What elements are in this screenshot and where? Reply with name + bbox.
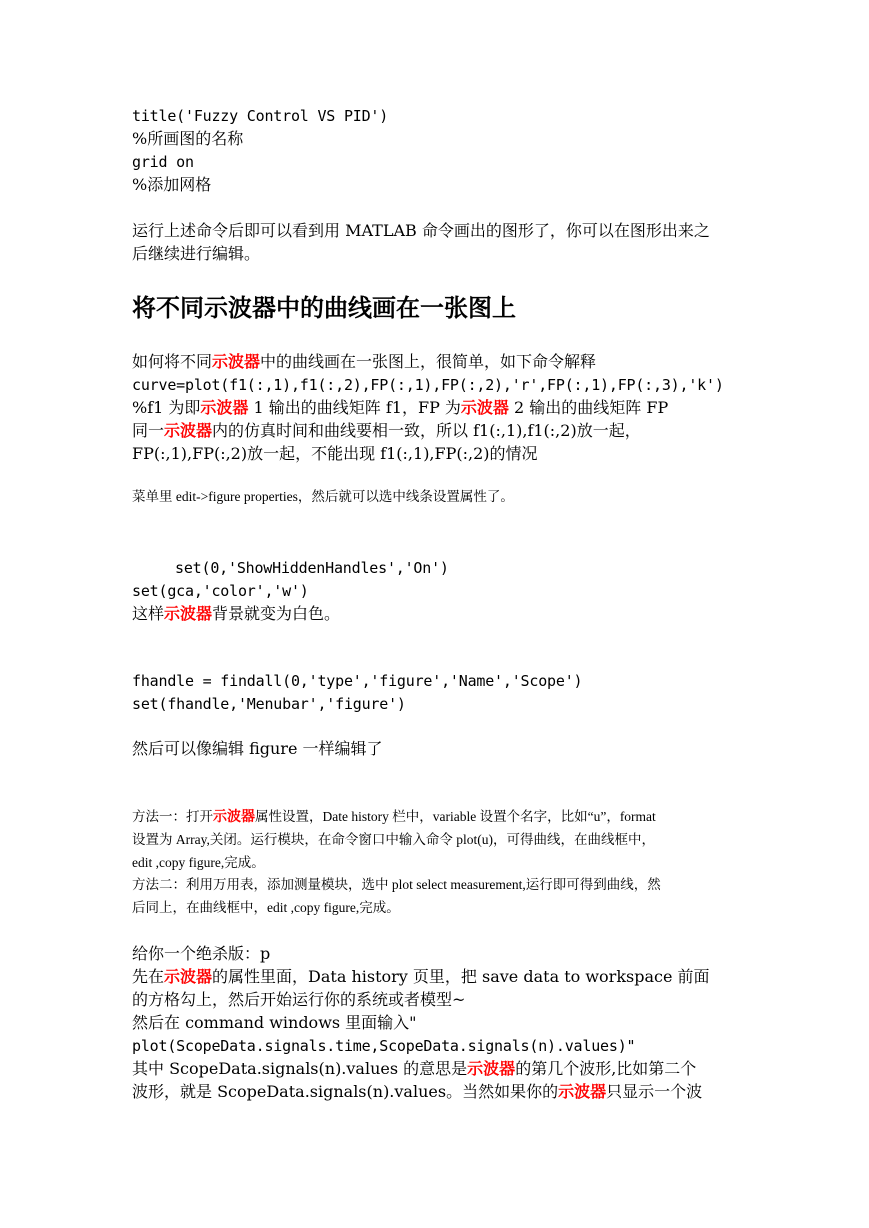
p2-line-2: 先在示波器的属性里面，Data history 页里，把 save data to workspace 前面: [132, 967, 710, 986]
intro-line-2: 后继续进行编辑。: [132, 244, 261, 263]
method2-line-2: 后同上，在曲线框中，edit ,copy figure,完成。: [132, 900, 400, 915]
keyword-highlight: 示波器: [467, 1059, 516, 1078]
method1-line-3: edit ,copy figure,完成。: [132, 855, 265, 870]
keyword-highlight: 示波器: [213, 809, 255, 825]
set-line-1: set(0,'ShowHiddenHandles','On'): [175, 559, 449, 577]
keyword-highlight: 示波器: [460, 398, 509, 417]
set-line-2: set(gca,'color','w'): [132, 582, 309, 600]
p1-line-1: 如何将不同示波器中的曲线画在一张图上，很简单，如下命令解释: [132, 352, 597, 371]
p1-line-3: %f1 为即示波器 1 输出的曲线矩阵 f1，FP 为示波器 2 输出的曲线矩阵 FP: [132, 398, 669, 417]
p2-line-7: 波形，就是 ScopeData.signals(n).values。当然如果你的示波器只显示一个波: [132, 1082, 703, 1101]
code-grid-line: grid on: [132, 153, 194, 171]
code-title-line: title('Fuzzy Control VS PID'): [132, 107, 389, 125]
keyword-highlight: 示波器: [164, 604, 213, 623]
p2-line-4: 然后在 command windows 里面输入": [132, 1013, 417, 1032]
p1-line-4: 同一示波器内的仿真时间和曲线要相一致，所以 f1(:,1),f1(:,2)放一起，: [132, 421, 641, 440]
p1-line-2: curve=plot(f1(:,1),f1(:,2),FP(:,1),FP(:,2),'r',FP(:,1),FP(:,3),'k'): [132, 376, 724, 394]
keyword-highlight: 示波器: [200, 398, 249, 417]
method1-line-2: 设置为 Array,关闭。运行模块，在命令窗口中输入命令 plot(u)，可得曲线，在曲线框中，: [132, 832, 655, 847]
p1-line-5: FP(:,1),FP(:,2)放一起，不能出现 f1(:,1),FP(:,2)的情况: [132, 444, 538, 463]
p2-line-5: plot(ScopeData.signals.time,ScopeData.signals(n).values)": [132, 1037, 636, 1055]
set-line-3: 这样示波器背景就变为白色。: [132, 604, 341, 623]
keyword-highlight: 示波器: [212, 352, 261, 371]
p2-line-1: 给你一个绝杀版：p: [132, 944, 271, 963]
method2-line-1: 方法二：利用万用表，添加测量模块，选中 plot select measurement,运行即可得到曲线，然: [132, 877, 661, 892]
method1-line-1: 方法一：打开示波器属性设置，Date history 栏中，variable 设置个名字，比如“u”，format: [132, 809, 656, 825]
code-comment-title: %所画图的名称: [132, 129, 244, 148]
intro-line-1: 运行上述命令后即可以看到用 MATLAB 命令画出的图形了，你可以在图形出来之: [132, 221, 710, 240]
code-comment-grid: %添加网格: [132, 175, 212, 194]
p2-line-6: 其中 ScopeData.signals(n).values 的意思是示波器的第几个波形,比如第二个: [132, 1059, 697, 1078]
keyword-highlight: 示波器: [558, 1082, 607, 1101]
keyword-highlight: 示波器: [164, 967, 213, 986]
fhandle-line-3: 然后可以像编辑 figure 一样编辑了: [132, 739, 383, 758]
fhandle-line-1: fhandle = findall(0,'type','figure','Name','Scope'): [132, 672, 583, 690]
p2-line-3: 的方格勾上，然后开始运行你的系统或者模型~: [132, 990, 466, 1009]
fhandle-line-2: set(fhandle,'Menubar','figure'): [132, 695, 406, 713]
keyword-highlight: 示波器: [164, 421, 213, 440]
menu-line: 菜单里 edit->figure properties，然后就可以选中线条设置属性了。: [132, 489, 514, 504]
section-heading: 将不同示波器中的曲线画在一张图上: [132, 294, 516, 322]
